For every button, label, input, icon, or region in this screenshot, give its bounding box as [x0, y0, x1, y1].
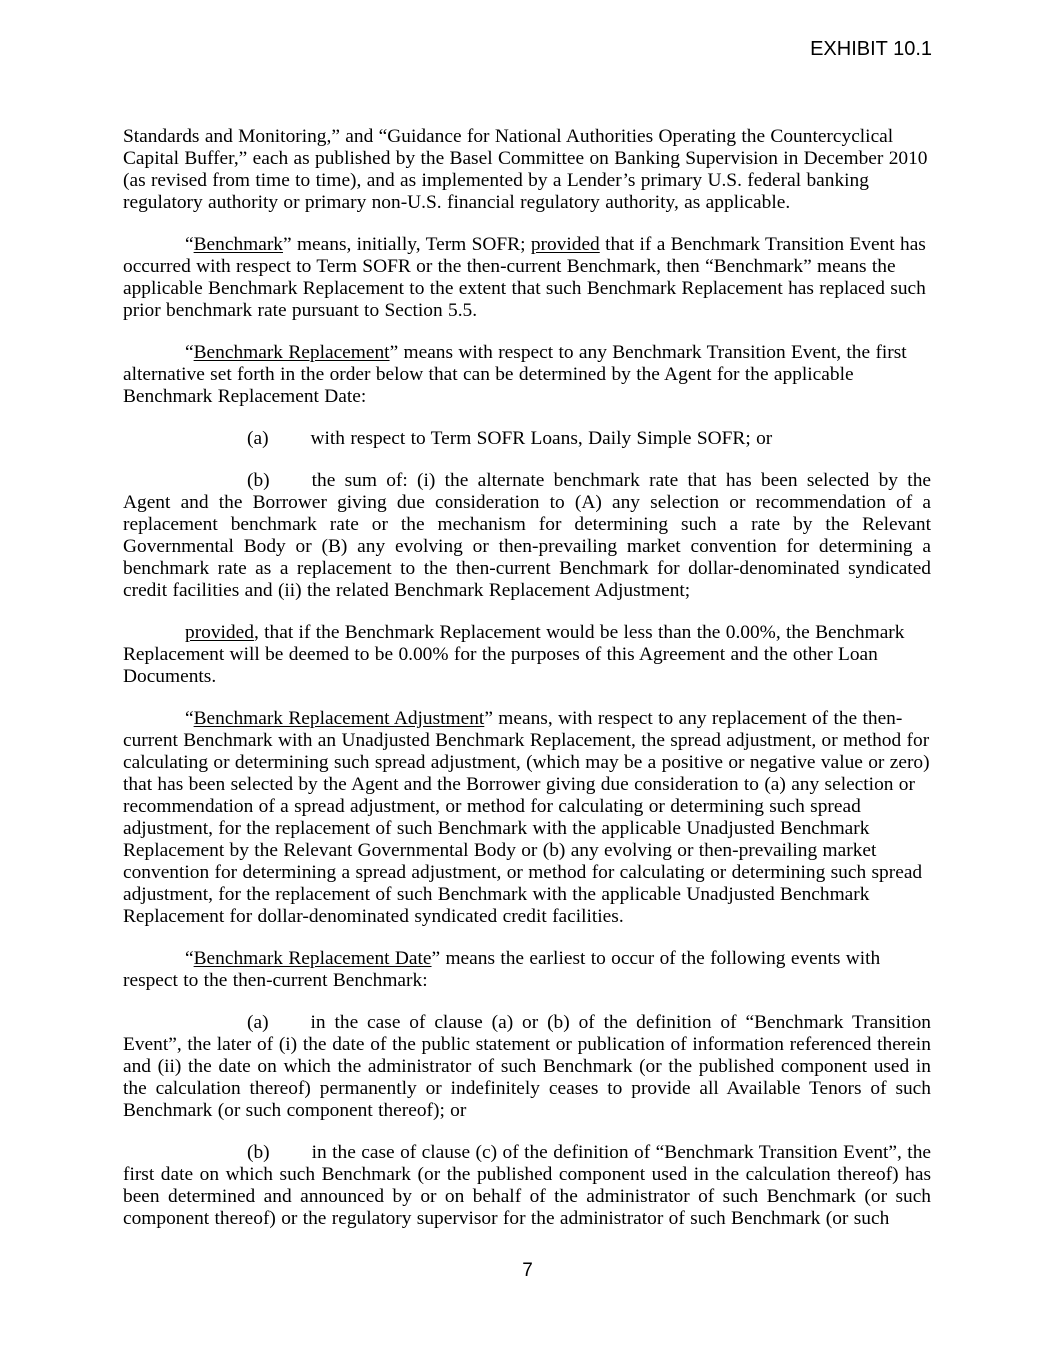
- paragraph-proviso-floor: [123, 622, 931, 688]
- text-run: “: [185, 234, 194, 255]
- text-run: in the case of clause (c) of the definition of “Benchmark Transition Event”, the first date on which such Benchmark (or the published component used in the calculation thereof) has been determined and announced by or on behalf of the administrator of such Benchmark (or such component thereof) or the regulatory supervisor for the administrator of such Benchmark (or such: [123, 1142, 931, 1229]
- page-number: 7: [522, 1260, 533, 1281]
- clause-label: (b): [247, 470, 270, 491]
- paragraph-def-benchmark: [123, 234, 931, 322]
- clause-b-transition-event-date: [123, 1142, 931, 1230]
- clause-a-transition-event-date: [123, 1012, 931, 1122]
- clause-label: (a): [247, 1012, 269, 1033]
- clause-b-sum-of: [123, 470, 931, 602]
- exhibit-header: EXHIBIT 10.1: [810, 38, 932, 60]
- text-run: ” means with respect to any Benchmark Transition Event, the first alternative set forth in the order below that can be determined by the Agent for the applicable Benchmark Replacement Date:: [123, 342, 907, 407]
- text-run: the sum of: (i) the alternate benchmark rate that has been selected by the Agent and the Borrower giving due consideration to (A) any selection or recommendation of a replacement benchmark rate or the mechanism for determining such a rate by the Relevant Governmental Body or (B) any evolving or then-prevailing market convention for determining a benchmark rate as a replacement to the then-current Benchmark for dollar-denominated syndicated credit facilities and (ii) the related Benchmark Replacement Adjustment;: [123, 470, 931, 601]
- text-run: Standards and Monitoring,” and “Guidance for National Authorities Operating the Countercyclical Capital Buffer,” each as published by the Basel Committee on Banking Supervision in December 2010 (as revised from time to time), and as implemented by a Lender’s primary U.S. federal banking regulatory authority or primary non-U.S. financial regulatory authority, as applicable.: [123, 126, 928, 213]
- defined-term-benchmark-replacement-date: Benchmark Replacement Date: [193, 948, 432, 969]
- term-provided: provided: [530, 234, 600, 255]
- text-run: with respect to Term SOFR Loans, Daily Simple SOFR; or: [310, 428, 773, 449]
- text-run: “: [185, 708, 194, 729]
- paragraph-def-benchmark-replacement-adjustment: [123, 708, 931, 928]
- document-body: [123, 126, 931, 1250]
- paragraph-def-benchmark-replacement-date: [123, 948, 931, 992]
- text-run: , that if the Benchmark Replacement would be less than the 0.00%, the Benchmark Replacement will be deemed to be 0.00% for the purposes of this Agreement and the other Loan Documents.: [123, 622, 905, 687]
- text-run: “: [185, 342, 194, 363]
- defined-term-benchmark-replacement-adjustment: Benchmark Replacement Adjustment: [193, 708, 485, 729]
- clause-a-daily-simple-sofr: [123, 428, 931, 450]
- term-provided: provided: [185, 622, 254, 643]
- text-run: ” means the earliest to occur of the following events with respect to the then-current Benchmark:: [123, 948, 881, 991]
- text-run: that if a Benchmark Transition Event has occurred with respect to Term SOFR or the then-current Benchmark, then “Benchmark” means the applicable Benchmark Replacement to the extent that such Benchmark Replacement has replaced such prior benchmark rate pursuant to Section 5.5.: [123, 234, 926, 321]
- clause-label: (a): [247, 428, 269, 449]
- paragraph-def-benchmark-replacement: [123, 342, 931, 408]
- paragraph-basel-continuation: [123, 126, 931, 214]
- text-run: “: [185, 948, 194, 969]
- defined-term-benchmark: Benchmark: [193, 234, 283, 255]
- text-run: in the case of clause (a) or (b) of the definition of “Benchmark Transition Event”, the later of (i) the date of the public statement or publication of information referenced therein and (ii) the date on which the administrator of such Benchmark (or the published component used in the calculation thereof) permanently or indefinitely ceases to provide all Available Tenors of such Benchmark (or such component thereof); or: [123, 1012, 931, 1121]
- defined-term-benchmark-replacement: Benchmark Replacement: [193, 342, 390, 363]
- clause-label: (b): [247, 1142, 270, 1163]
- text-run: ” means, with respect to any replacement of the then-current Benchmark with an Unadjusted Benchmark Replacement, the spread adjustment, or method for calculating or determining such spread adjustment, (which may be a positive or negative value or zero) that has been selected by the Agent and the Borrower giving due consideration to (a) any selection or recommendation of a spread adjustment, or method for calculating or determining such spread adjustment, for the replacement of such Benchmark with the applicable Unadjusted Benchmark Replacement by the Relevant Governmental Body or (b) any evolving or then-prevailing market convention for determining a spread adjustment, or method for calculating or determining such spread adjustment, for the replacement of such Benchmark with the applicable Unadjusted Benchmark Replacement for dollar-denominated syndicated credit facilities.: [123, 708, 930, 927]
- text-run: ” means, initially, Term SOFR;: [283, 234, 531, 255]
